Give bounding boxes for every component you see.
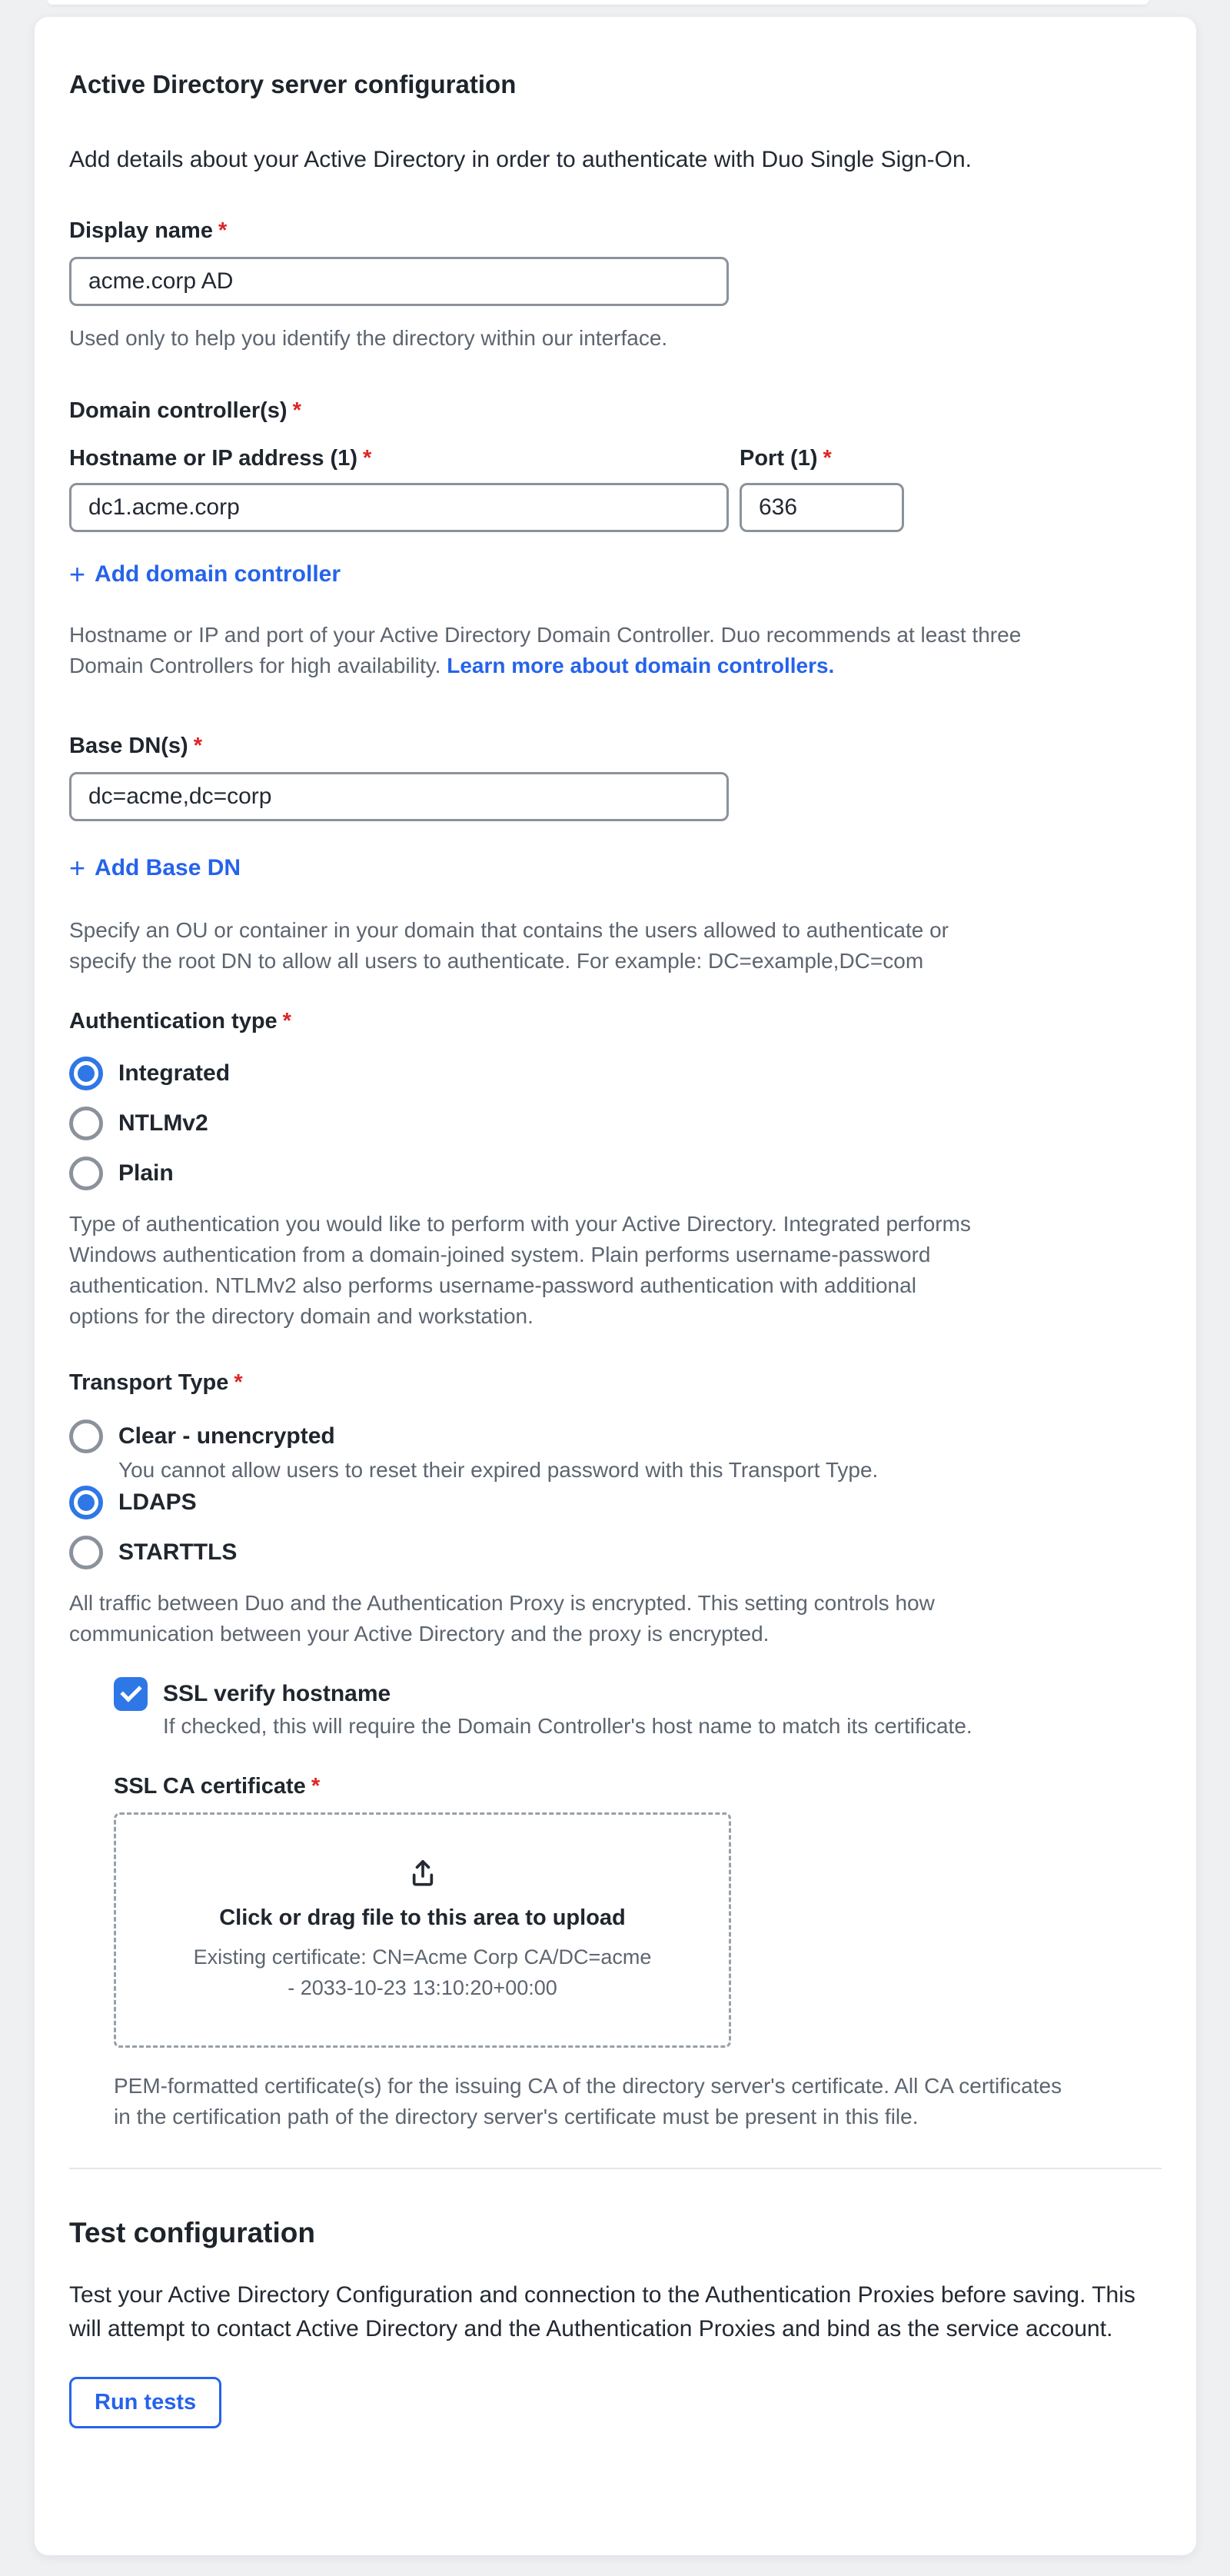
upload-instruction: Click or drag file to this area to upload xyxy=(219,1905,626,1931)
section-divider xyxy=(69,2168,1162,2169)
ssl-verify-hostname-checkbox[interactable] xyxy=(114,1677,148,1711)
page-title: Active Directory server configuration xyxy=(69,70,517,98)
base-dn-input[interactable] xyxy=(69,772,729,821)
authentication-type-help: Type of authentication you would like to perform with your Active Directory. Integrated performs Windows authentication from a domain-joined system. Plain performs username-password authentication. NTLMv2 also performs username-password authentication with additional options for the directory domain and workstation. xyxy=(69,1211,971,1328)
adjacent-card-edge xyxy=(48,0,1149,5)
port-label: Port (1) * xyxy=(740,445,832,471)
radio-unselected-icon[interactable] xyxy=(69,1419,103,1453)
hostname-column xyxy=(69,444,729,532)
certificate-upload-dropzone[interactable] xyxy=(114,1812,731,2048)
required-asterisk: * xyxy=(193,733,203,758)
required-asterisk: * xyxy=(218,218,228,243)
required-asterisk: * xyxy=(292,398,301,423)
ssl-verify-hostname-row xyxy=(114,1677,1162,1742)
radio-option-ldaps[interactable]: LDAPS xyxy=(69,1486,1162,1519)
ssl-verify-hostname-label: SSL verify hostname xyxy=(163,1680,391,1706)
radio-selected-icon[interactable] xyxy=(69,1486,103,1519)
plus-icon: + xyxy=(69,851,86,884)
ssl-verify-hostname-note: If checked, this will require the Domain Controller's host name to match its certificate. xyxy=(163,1713,972,1738)
test-configuration-title: Test configuration xyxy=(69,2216,315,2248)
ad-config-card xyxy=(35,17,1196,2555)
base-dn-label: Base DN(s) * xyxy=(69,733,203,758)
add-domain-controller-link[interactable] xyxy=(69,557,1162,590)
radio-option-plain[interactable]: Plain xyxy=(69,1157,1162,1190)
port-input[interactable] xyxy=(740,483,904,532)
display-name-help: Used only to help you identify the directory within our interface. xyxy=(69,325,668,350)
radio-unselected-icon[interactable] xyxy=(69,1107,103,1140)
transport-type-label: Transport Type * xyxy=(69,1370,243,1395)
required-asterisk: * xyxy=(311,1773,321,1799)
base-dn-help: Specify an OU or container in your domain that contains the users allowed to authenticate or specify the root DN to allow all users to authenticate. For example: DC=example,DC=com xyxy=(69,917,949,973)
ssl-section xyxy=(114,1677,1162,2132)
learn-more-link[interactable]: Learn more about domain controllers. xyxy=(447,653,835,677)
radio-option-clear[interactable]: Clear - unencrypted xyxy=(69,1419,1162,1453)
required-asterisk: * xyxy=(282,1008,291,1033)
required-asterisk: * xyxy=(362,445,372,471)
radio-unselected-icon[interactable] xyxy=(69,1157,103,1190)
radio-option-integrated[interactable]: Integrated xyxy=(69,1057,1162,1090)
authentication-type-group xyxy=(69,1007,1162,1332)
plus-icon: + xyxy=(69,557,86,590)
display-name-group xyxy=(69,217,1162,354)
run-tests-button[interactable]: Run tests xyxy=(69,2377,221,2428)
transport-type-group xyxy=(69,1369,1162,1649)
ssl-verify-hostname-text xyxy=(163,1677,972,1742)
hostname-label: Hostname or IP address (1) * xyxy=(69,445,372,471)
upload-icon xyxy=(407,1856,438,1889)
authentication-type-radios xyxy=(69,1057,1162,1190)
domain-controller-row xyxy=(69,444,1162,532)
pem-certificate-help: PEM-formatted certificate(s) for the issuing CA of the directory server's certificate. All CA certificates in the certification path of the directory server's certificate must be present in this file. xyxy=(114,2073,1062,2128)
add-domain-controller-label: Add domain controller xyxy=(95,561,341,587)
radio-selected-icon[interactable] xyxy=(69,1057,103,1090)
transport-type-radios xyxy=(69,1419,1162,1569)
add-base-dn-link[interactable] xyxy=(69,851,1162,884)
display-name-input[interactable] xyxy=(69,257,729,306)
radio-option-clear-wrap xyxy=(69,1419,1162,1486)
domain-controllers-help: Hostname or IP and port of your Active Directory Domain Controller. Duo recommends at least three Domain Controllers for high availability. Learn more about domain controllers. xyxy=(69,622,1022,677)
port-column xyxy=(740,444,904,532)
base-dn-group xyxy=(69,732,1162,977)
existing-certificate-text: Existing certificate: CN=Acme Corp CA/DC=acme - 2033-10-23 13:10:20+00:00 xyxy=(193,1945,652,2000)
add-base-dn-label: Add Base DN xyxy=(95,854,241,880)
domain-controllers-label: Domain controller(s) * xyxy=(69,398,301,423)
required-asterisk: * xyxy=(823,445,832,471)
intro-text: Add details about your Active Directory in order to authenticate with Duo Single Sign-On. xyxy=(69,146,972,172)
ssl-ca-certificate-label: SSL CA certificate * xyxy=(114,1773,321,1799)
authentication-type-label: Authentication type * xyxy=(69,1008,291,1033)
domain-controllers-group xyxy=(69,397,1162,681)
display-name-label: Display name * xyxy=(69,218,228,243)
radio-option-starttls[interactable]: STARTTLS xyxy=(69,1536,1162,1569)
hostname-input[interactable] xyxy=(69,483,729,532)
test-configuration-description: Test your Active Directory Configuration and connection to the Authentication Proxies before saving. This will attempt to contact Active Directory and the Authentication Proxies and bind as the service account. xyxy=(69,2281,1135,2341)
radio-option-ntlmv2[interactable]: NTLMv2 xyxy=(69,1107,1162,1140)
required-asterisk: * xyxy=(234,1370,243,1395)
radio-unselected-icon[interactable] xyxy=(69,1536,103,1569)
transport-type-help: All traffic between Duo and the Authentication Proxy is encrypted. This setting controls how communication between your Active Directory and the proxy is encrypted. xyxy=(69,1590,935,1646)
clear-transport-note: You cannot allow users to reset their expired password with this Transport Type. xyxy=(118,1457,879,1482)
